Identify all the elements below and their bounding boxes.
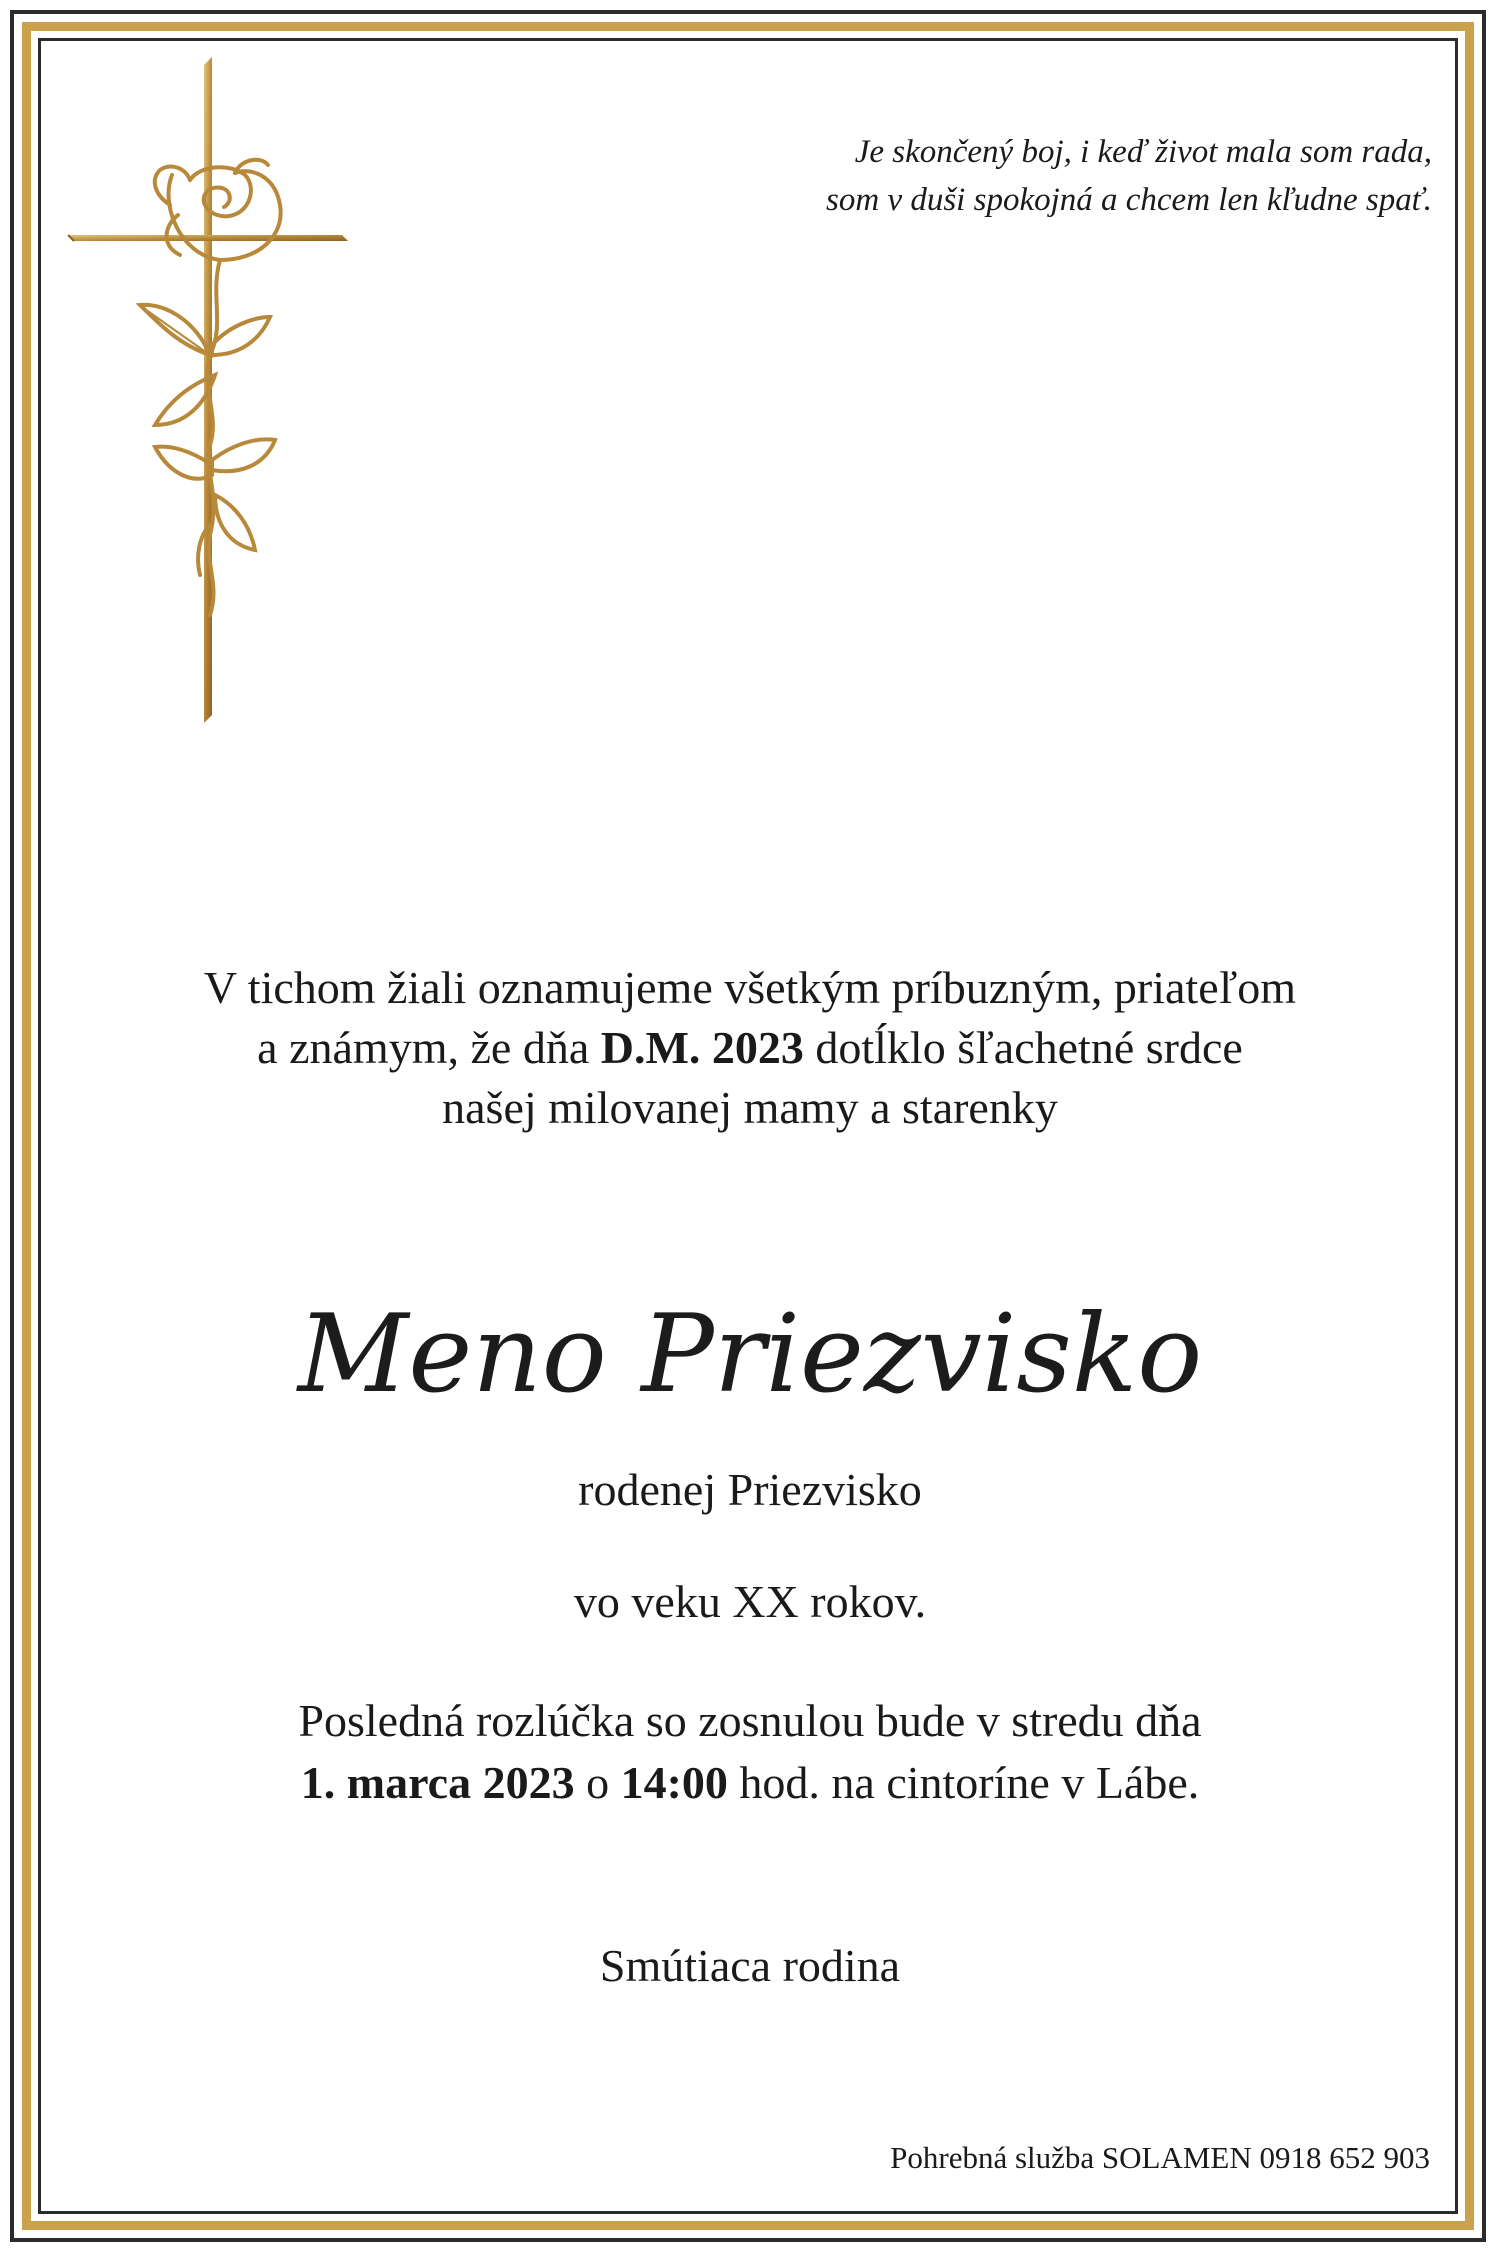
cross-with-rose-icon xyxy=(60,55,360,735)
funeral-date: 1. marca 2023 xyxy=(300,1757,575,1808)
death-date: D.M. 2023 xyxy=(600,1022,804,1073)
announcement-line-2 xyxy=(60,1018,1440,1078)
maiden-name: rodenej Priezvisko xyxy=(578,1464,922,1515)
funeral-line-1: Posledná rozlúčka so zosnulou bude v stredu dňa xyxy=(298,1695,1202,1746)
funeral-info xyxy=(60,1690,1440,1814)
motto-line-1: Je skončený boj, i keď život mala som rada, xyxy=(854,134,1432,170)
motto-verse xyxy=(632,128,1432,224)
motto-line-2: som v duši spokojná a chcem len kľudne spať. xyxy=(826,182,1432,218)
signature: Smútiaca rodina xyxy=(599,1940,901,1991)
announcement-line-2-post: dotĺklo šľachetné srdce xyxy=(803,1022,1243,1073)
funeral-service-footer: Pohrebná služba SOLAMEN 0918 652 903 xyxy=(890,2140,1430,2175)
funeral-mid: o xyxy=(574,1757,621,1808)
announcement-line-1: V tichom žiali oznamujeme všetkým príbuzným, priateľom xyxy=(203,962,1297,1013)
deceased-name: Meno Priezvisko xyxy=(297,1292,1203,1417)
funeral-rest: hod. na cintoríne v Lábe. xyxy=(727,1757,1200,1808)
funeral-time: 14:00 xyxy=(620,1757,728,1808)
funeral-line-2 xyxy=(60,1752,1440,1814)
announcement xyxy=(60,958,1440,1138)
announcement-line-3: našej milovanej mamy a starenky xyxy=(442,1082,1058,1133)
announcement-line-2-pre: a známym, že dňa xyxy=(257,1022,601,1073)
age-line: vo veku XX rokov. xyxy=(573,1576,927,1627)
